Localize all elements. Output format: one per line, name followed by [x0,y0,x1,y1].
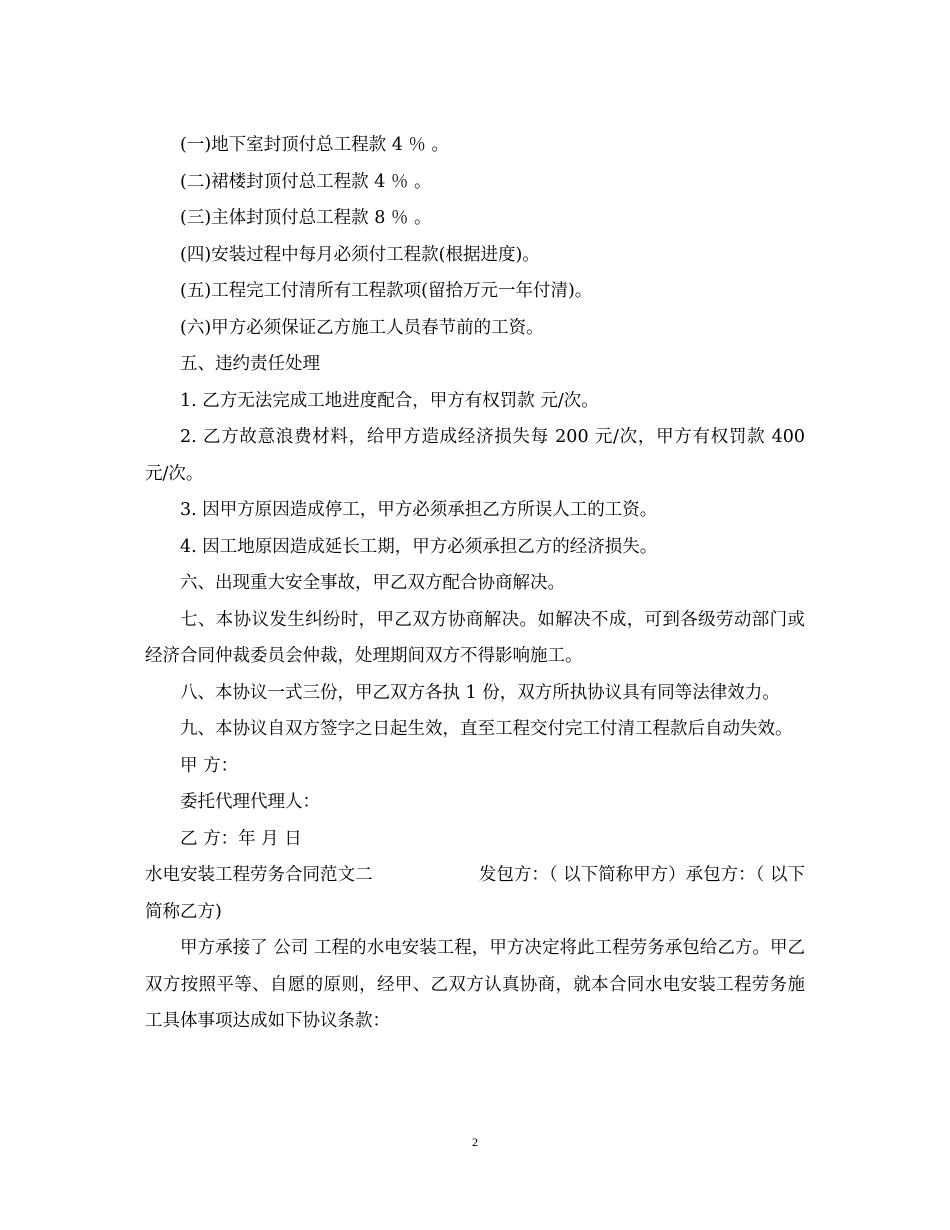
clause-line-3: (三)主体封顶付总工程款 8 ％ 。 [180,208,432,228]
clause-line-2: (二)裙楼封顶付总工程款 4 ％ 。 [180,171,432,192]
clause-line-1: (一)地下室封顶付总工程款 4 ％ 。 [180,135,449,155]
contract-two-parties-wrap: 简称乙方) [145,901,222,922]
signature-agent: 委托代理代理人： [180,792,320,812]
breach-item-3: 3. 因甲方原因造成停工，甲方必须承担乙方所误人工的工资。 [180,500,658,520]
breach-item-1: 1. 乙方无法完成工地进度配合，甲方有权罚款 元/次。 [180,390,599,411]
clause-seven: 七、本协议发生纠纷时，甲乙双方协商解决。如解决不成，可到各级劳动部门或经济合同仲裁委员会仲裁，处理期间双方不得影响施工。 [145,609,805,666]
clause-eight: 八、本协议一式三份，甲乙双方各执 1 份，双方所执协议具有同等法律效力。 [180,682,780,703]
clause-nine: 九、本协议自双方签字之日起生效，直至工程交付完工付清工程款后自动失效。 [180,719,793,739]
clause-six: 六、出现重大安全事故，甲乙双方配合协商解决。 [180,573,565,593]
contract-two-parties: 发包方：（ 以下简称甲方）承包方：（ 以下 [478,865,805,885]
clause-line-5: (五)工程完工付清所有工程款项(留拾万元一年付清)。 [180,281,593,301]
document-body [145,127,805,1040]
signature-party-a: 甲 方： [180,755,239,776]
clause-line-6: (六)甲方必须保证乙方施工人员春节前的工资。 [180,317,544,338]
page-number: 2 [472,1135,478,1149]
clause-line-4: (四)安装过程中每月必须付工程款(根据进度)。 [180,244,540,265]
signature-party-b-date: 乙 方：年 月 日 [180,828,302,849]
breach-item-4: 4. 因工地原因造成延长工期，甲方必须承担乙方的经济损失。 [180,536,658,557]
contract-two-title: 水电安装工程劳务合同范文二 [145,865,373,885]
contract-two-header [145,857,805,894]
section-heading-breach: 五、违约责任处理 [180,354,320,374]
contract-two-intro-paragraph: 甲方承接了 公司 工程的水电安装工程，甲方决定将此工程劳务承包给乙方。甲乙双方按照平等、自愿的原则，经甲、乙双方认真协商，就本合同水电安装工程劳务施工具体事项达成如下协议条款： [145,938,805,1031]
breach-item-2: 2. 乙方故意浪费材料，给甲方造成经济损失每 200 元/次，甲方有权罚款 400 元/次。 [145,427,805,484]
